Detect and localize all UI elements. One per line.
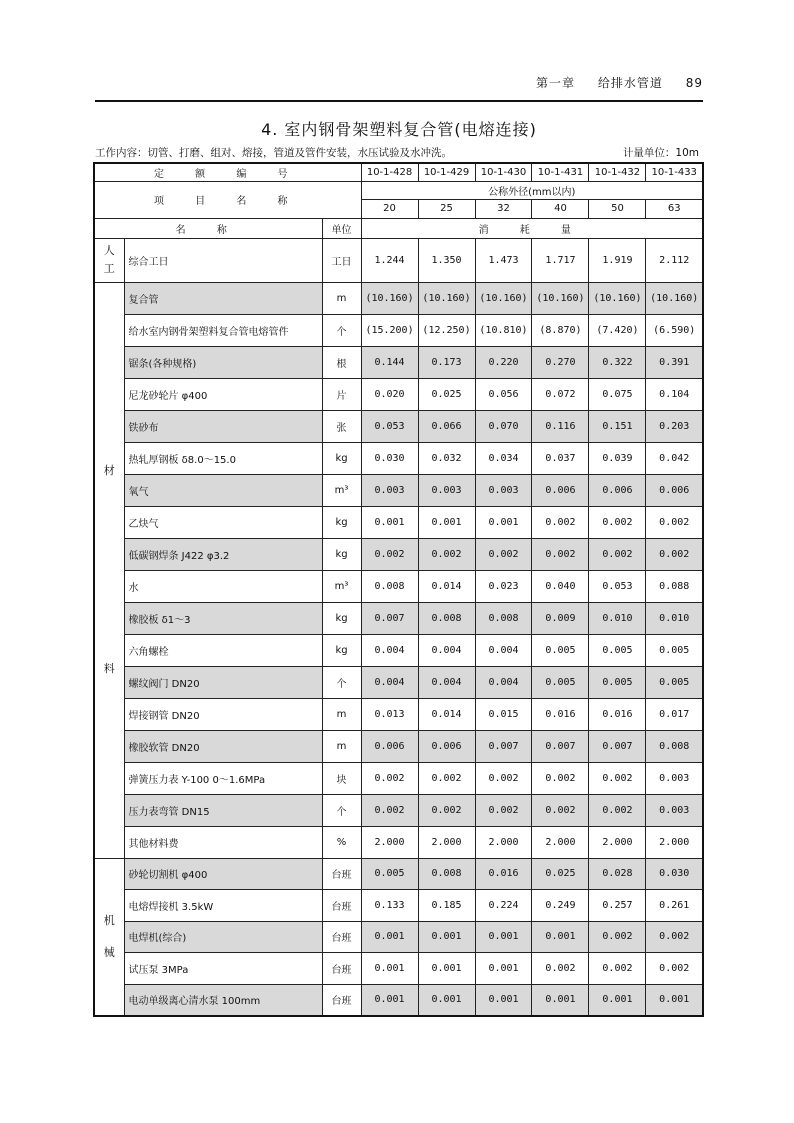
consumption-value: 0.034	[475, 442, 532, 474]
consumption-value: 0.002	[646, 921, 703, 953]
consumption-value: 0.025	[532, 858, 589, 890]
consumption-value: 0.030	[646, 858, 703, 890]
category-char: 械	[103, 945, 115, 959]
consumption-value: 0.224	[475, 890, 532, 922]
resource-unit: m³	[322, 570, 361, 602]
item-name-label: 项 目 名 称	[94, 181, 361, 218]
resource-name: 橡胶软管 DN20	[124, 730, 322, 762]
diameter-value: 25	[418, 199, 475, 218]
consumption-value: 0.072	[532, 378, 589, 410]
resource-unit: 块	[322, 762, 361, 794]
consumption-value: 0.002	[475, 794, 532, 826]
consumption-value: 0.008	[418, 602, 475, 634]
consumption-value: 0.005	[532, 666, 589, 698]
consumption-value: 0.220	[475, 346, 532, 378]
resource-unit: 台班	[322, 984, 361, 1016]
labor-category-label	[94, 238, 124, 282]
materials-row	[94, 762, 703, 794]
consumption-value: 0.002	[589, 953, 646, 985]
consumption-value: 0.006	[646, 474, 703, 506]
quota-code: 10-1-431	[532, 163, 589, 181]
resource-name: 电熔焊接机 3.5kW	[124, 890, 322, 922]
consumption-value: 0.004	[418, 666, 475, 698]
consumption-value: (7.420)	[589, 314, 646, 346]
resource-name: 水	[124, 570, 322, 602]
consumption-value: 0.002	[589, 538, 646, 570]
chapter-label: 第一章	[536, 76, 576, 90]
resource-unit: 工日	[322, 238, 361, 282]
consumption-value: 0.001	[475, 984, 532, 1016]
consumption-value: 1.717	[532, 238, 589, 282]
diameter-label-row	[94, 181, 703, 199]
machinery-row	[94, 858, 703, 890]
consumption-value: 0.042	[646, 442, 703, 474]
consumption-value: 0.002	[418, 794, 475, 826]
consumption-value: 0.003	[418, 474, 475, 506]
materials-row	[94, 410, 703, 442]
running-header	[95, 74, 703, 96]
resource-name: 综合工日	[124, 238, 322, 282]
consumption-value: 0.016	[589, 698, 646, 730]
consumption-value: 0.004	[418, 634, 475, 666]
consumption-value: 0.004	[361, 666, 418, 698]
consumption-value: 0.005	[532, 634, 589, 666]
consumption-value: 0.003	[646, 794, 703, 826]
consumption-value: 0.002	[532, 538, 589, 570]
consumption-value: 1.473	[475, 238, 532, 282]
consumption-value: 0.037	[532, 442, 589, 474]
resource-name: 压力表弯管 DN15	[124, 794, 322, 826]
consumption-value: 0.003	[646, 762, 703, 794]
consumption-value: 0.151	[589, 410, 646, 442]
resource-name: 乙炔气	[124, 506, 322, 538]
consumption-value: 0.006	[532, 474, 589, 506]
materials-row	[94, 570, 703, 602]
consumption-value: 0.249	[532, 890, 589, 922]
consumption-value: 0.032	[418, 442, 475, 474]
quota-code: 10-1-430	[475, 163, 532, 181]
consumption-value: 0.001	[418, 984, 475, 1016]
resource-name: 尼龙砂轮片 φ400	[124, 378, 322, 410]
consumption-value: 0.005	[361, 858, 418, 890]
resource-unit: m	[322, 730, 361, 762]
consumption-value: 0.039	[589, 442, 646, 474]
resource-name: 螺纹阀门 DN20	[124, 666, 322, 698]
consumption-value: 0.005	[589, 666, 646, 698]
consumption-value: (10.160)	[589, 282, 646, 314]
consumption-value: 0.005	[646, 634, 703, 666]
consumption-value: 1.350	[418, 238, 475, 282]
materials-row	[94, 442, 703, 474]
consumption-value: 0.001	[532, 921, 589, 953]
consumption-value: 0.007	[532, 730, 589, 762]
resource-name: 氧气	[124, 474, 322, 506]
consumption-value: (8.870)	[532, 314, 589, 346]
consumption-value: 0.001	[361, 984, 418, 1016]
consumption-value: 0.004	[475, 634, 532, 666]
page-number: 89	[685, 76, 703, 90]
machinery-category-label	[94, 858, 124, 1016]
consumption-value: (10.160)	[532, 282, 589, 314]
consumption-value: 0.006	[589, 474, 646, 506]
consumption-value: 0.002	[646, 538, 703, 570]
consumption-value: 0.002	[589, 921, 646, 953]
machinery-row	[94, 921, 703, 953]
consumption-value: 0.002	[589, 506, 646, 538]
resource-name: 热轧厚钢板 δ8.0～15.0	[124, 442, 322, 474]
materials-row	[94, 506, 703, 538]
consumption-value: 0.006	[418, 730, 475, 762]
consumption-value: 0.075	[589, 378, 646, 410]
resource-unit: 片	[322, 378, 361, 410]
machinery-row	[94, 984, 703, 1016]
resource-unit: 个	[322, 666, 361, 698]
consumption-value: 0.025	[418, 378, 475, 410]
materials-row	[94, 602, 703, 634]
resource-name: 砂轮切割机 φ400	[124, 858, 322, 890]
consumption-value: (10.160)	[361, 282, 418, 314]
consumption-value: 0.203	[646, 410, 703, 442]
resource-name: 橡胶板 δ1～3	[124, 602, 322, 634]
consumption-value: 0.002	[646, 953, 703, 985]
resource-unit: 台班	[322, 921, 361, 953]
category-char: 工	[103, 262, 115, 275]
consumption-value: 0.020	[361, 378, 418, 410]
consumption-value: 0.016	[475, 858, 532, 890]
resource-name: 弹簧压力表 Y-100 0～1.6MPa	[124, 762, 322, 794]
resource-unit: m³	[322, 474, 361, 506]
materials-row	[94, 730, 703, 762]
consumption-value: 0.002	[418, 538, 475, 570]
consumption-value: 0.001	[418, 506, 475, 538]
materials-row	[94, 666, 703, 698]
resource-unit: 台班	[322, 953, 361, 985]
consumption-value: 0.088	[646, 570, 703, 602]
quota-code: 10-1-429	[418, 163, 475, 181]
materials-row	[94, 474, 703, 506]
name-column-header: 名 称	[94, 218, 322, 238]
consumption-value: 2.000	[646, 826, 703, 858]
labor-row	[94, 238, 703, 282]
materials-row	[94, 282, 703, 314]
materials-row	[94, 698, 703, 730]
consumption-value: 0.028	[589, 858, 646, 890]
resource-name: 试压泵 3MPa	[124, 953, 322, 985]
resource-unit: 张	[322, 410, 361, 442]
consumption-value: 0.053	[361, 410, 418, 442]
category-char: 人	[103, 244, 115, 257]
materials-row	[94, 346, 703, 378]
consumption-value: 0.008	[475, 602, 532, 634]
consumption-value: 0.270	[532, 346, 589, 378]
consumption-value: (12.250)	[418, 314, 475, 346]
resource-unit: kg	[322, 506, 361, 538]
resource-unit: kg	[322, 442, 361, 474]
consumption-column-header: 消 耗 量	[361, 218, 703, 238]
machinery-row	[94, 890, 703, 922]
diameter-value: 20	[361, 199, 418, 218]
consumption-value: 0.261	[646, 890, 703, 922]
resource-name: 给水室内钢骨架塑料复合管电熔管件	[124, 314, 322, 346]
consumption-value: 0.001	[361, 953, 418, 985]
consumption-value: 0.001	[361, 921, 418, 953]
category-char: 料	[103, 662, 115, 675]
consumption-value: 0.001	[475, 506, 532, 538]
resource-unit: 根	[322, 346, 361, 378]
quota-code-row	[94, 163, 703, 181]
resource-unit: m	[322, 282, 361, 314]
consumption-value: 0.001	[475, 953, 532, 985]
consumption-value: 1.244	[361, 238, 418, 282]
consumption-value: 0.322	[589, 346, 646, 378]
resource-name: 低碳钢焊条 J422 φ3.2	[124, 538, 322, 570]
consumption-value: 2.000	[475, 826, 532, 858]
materials-row	[94, 634, 703, 666]
consumption-value: 0.005	[646, 666, 703, 698]
consumption-value: 2.000	[418, 826, 475, 858]
consumption-value: 0.002	[361, 794, 418, 826]
consumption-value: 0.016	[532, 698, 589, 730]
resource-name: 电动单级离心清水泵 100mm	[124, 984, 322, 1016]
consumption-value: 0.002	[589, 762, 646, 794]
resource-unit: kg	[322, 634, 361, 666]
consumption-value: (10.810)	[475, 314, 532, 346]
consumption-value: 0.003	[361, 474, 418, 506]
materials-category-label	[94, 282, 124, 858]
resource-unit: 台班	[322, 890, 361, 922]
consumption-value: 0.004	[475, 666, 532, 698]
consumption-value: 0.002	[361, 538, 418, 570]
consumption-value: 0.007	[589, 730, 646, 762]
consumption-value: 0.391	[646, 346, 703, 378]
consumption-value: 0.004	[361, 634, 418, 666]
consumption-value: 0.001	[361, 506, 418, 538]
resource-unit: m	[322, 698, 361, 730]
section-label: 给排水管道	[597, 76, 663, 90]
resource-name: 其他材料费	[124, 826, 322, 858]
consumption-value: 0.023	[475, 570, 532, 602]
resource-name: 锯条(各种规格)	[124, 346, 322, 378]
consumption-value: 2.000	[361, 826, 418, 858]
quota-code-label: 定 额 编 号	[94, 163, 361, 181]
diameter-value: 32	[475, 199, 532, 218]
materials-row	[94, 378, 703, 410]
materials-row	[94, 314, 703, 346]
consumption-value: 0.014	[418, 698, 475, 730]
resource-unit: kg	[322, 602, 361, 634]
resource-unit: 个	[322, 794, 361, 826]
consumption-value: 0.144	[361, 346, 418, 378]
resource-name: 焊接钢管 DN20	[124, 698, 322, 730]
category-char: 材	[103, 464, 115, 477]
consumption-value: (6.590)	[646, 314, 703, 346]
consumption-value: 2.000	[589, 826, 646, 858]
consumption-value: 0.007	[475, 730, 532, 762]
consumption-value: 0.185	[418, 890, 475, 922]
consumption-value: 0.002	[532, 794, 589, 826]
quota-code: 10-1-433	[646, 163, 703, 181]
consumption-value: 0.173	[418, 346, 475, 378]
resource-name: 电焊机(综合)	[124, 921, 322, 953]
consumption-value: 0.005	[589, 634, 646, 666]
quota-table	[93, 162, 704, 1017]
materials-row	[94, 538, 703, 570]
diameter-value: 63	[646, 199, 703, 218]
consumption-value: 0.056	[475, 378, 532, 410]
consumption-value: 0.066	[418, 410, 475, 442]
consumption-value: (10.160)	[418, 282, 475, 314]
quota-code: 10-1-432	[589, 163, 646, 181]
consumption-value: 0.003	[475, 474, 532, 506]
consumption-value: (15.200)	[361, 314, 418, 346]
consumption-value: 0.008	[361, 570, 418, 602]
page-title: 4. 室内钢骨架塑料复合管(电熔连接)	[261, 120, 537, 139]
consumption-value: 0.116	[532, 410, 589, 442]
resource-unit: 个	[322, 314, 361, 346]
consumption-value: 0.007	[361, 602, 418, 634]
consumption-value: 0.002	[475, 538, 532, 570]
diameter-label: 公称外径(mm以内)	[361, 181, 703, 199]
consumption-value: 2.000	[532, 826, 589, 858]
consumption-value: 0.002	[589, 794, 646, 826]
consumption-value: 0.015	[475, 698, 532, 730]
consumption-value: 0.053	[589, 570, 646, 602]
consumption-value: 0.002	[646, 506, 703, 538]
quota-code: 10-1-428	[361, 163, 418, 181]
consumption-value: 0.030	[361, 442, 418, 474]
resource-unit: %	[322, 826, 361, 858]
consumption-value: 0.002	[475, 762, 532, 794]
consumption-value: 0.001	[646, 984, 703, 1016]
unit-column-header: 单位	[322, 218, 361, 238]
resource-name: 六角螺栓	[124, 634, 322, 666]
consumption-value: 0.006	[361, 730, 418, 762]
consumption-value: 0.040	[532, 570, 589, 602]
consumption-value: 0.001	[418, 921, 475, 953]
consumption-value: 0.001	[589, 984, 646, 1016]
machinery-row	[94, 953, 703, 985]
consumption-value: 0.010	[589, 602, 646, 634]
consumption-value: 0.070	[475, 410, 532, 442]
consumption-value: 0.133	[361, 890, 418, 922]
consumption-value: 0.001	[418, 953, 475, 985]
resource-unit: 台班	[322, 858, 361, 890]
diameter-value: 50	[589, 199, 646, 218]
consumption-value: (10.160)	[475, 282, 532, 314]
consumption-value: 0.017	[646, 698, 703, 730]
measure-unit: 计量单位：10m	[622, 147, 699, 159]
consumption-value: 0.001	[475, 921, 532, 953]
column-header-row	[94, 218, 703, 238]
materials-row	[94, 794, 703, 826]
consumption-value: 0.002	[418, 762, 475, 794]
resource-name: 复合管	[124, 282, 322, 314]
work-content: 工作内容：切管、打磨、组对、熔接，管道及管件安装，水压试验及水冲洗。	[95, 147, 452, 159]
consumption-value: 0.009	[532, 602, 589, 634]
consumption-value: 0.008	[646, 730, 703, 762]
consumption-value: 0.014	[418, 570, 475, 602]
materials-row	[94, 826, 703, 858]
consumption-value: 0.002	[532, 506, 589, 538]
consumption-value: 0.008	[418, 858, 475, 890]
consumption-value: (10.160)	[646, 282, 703, 314]
consumption-value: 0.013	[361, 698, 418, 730]
diameter-value: 40	[532, 199, 589, 218]
consumption-value: 2.112	[646, 238, 703, 282]
header-rule	[95, 100, 703, 102]
consumption-value: 1.919	[589, 238, 646, 282]
consumption-value: 0.104	[646, 378, 703, 410]
resource-unit: kg	[322, 538, 361, 570]
consumption-value: 0.002	[532, 953, 589, 985]
category-char: 机	[103, 913, 115, 927]
consumption-value: 0.002	[361, 762, 418, 794]
consumption-value: 0.002	[532, 762, 589, 794]
resource-name: 铁砂布	[124, 410, 322, 442]
consumption-value: 0.010	[646, 602, 703, 634]
consumption-value: 0.257	[589, 890, 646, 922]
consumption-value: 0.001	[532, 984, 589, 1016]
